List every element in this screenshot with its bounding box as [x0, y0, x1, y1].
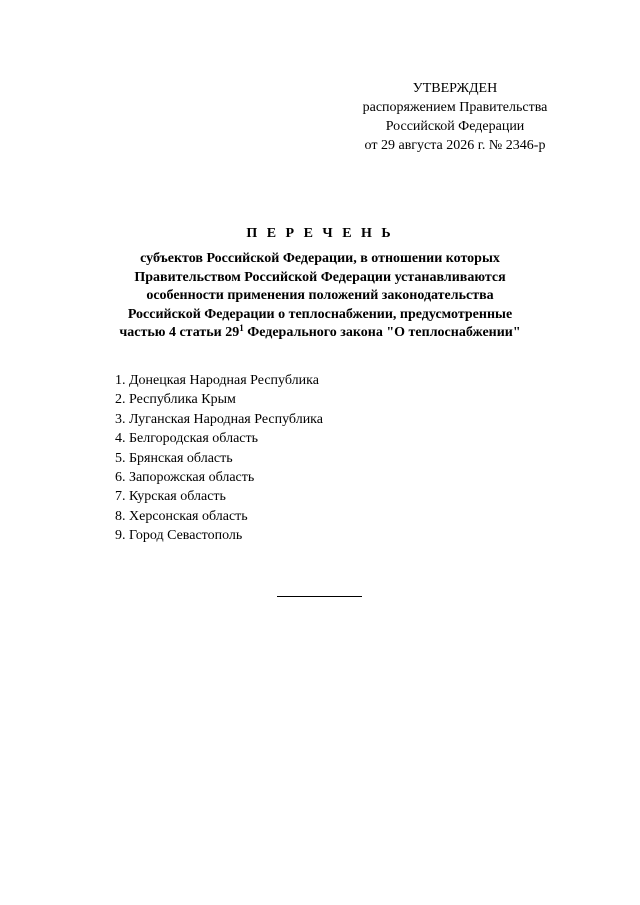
subtitle-line-3: особенности применения положений законодательства: [146, 288, 494, 303]
subtitle-line-2: Правительством Российской Федерации устанавливаются: [134, 269, 506, 285]
subtitle-line-1: субъектов Российской Федерации, в отношении которых: [140, 251, 500, 266]
article-superscript: 1: [239, 323, 244, 333]
list-item: 7. Курская область: [115, 489, 226, 505]
approval-line-2: Российской Федерации: [385, 119, 525, 134]
closing-divider: [277, 596, 362, 597]
subtitle-line-4: Российской Федерации о теплоснабжении, предусмотренные: [127, 306, 513, 322]
approval-line-1: распоряжением Правительства: [362, 100, 548, 115]
list-item: 1. Донецкая Народная Республика: [115, 373, 319, 388]
subtitle-line-5-end: Федерального закона "О теплоснабжении": [243, 325, 521, 340]
list-item: 5. Брянская область: [115, 450, 233, 466]
list-item: 6. Запорожская область: [115, 470, 255, 486]
document-subtitle: [60, 250, 580, 343]
approval-block: [340, 79, 570, 155]
list-item: 8. Херсонская область: [115, 508, 248, 524]
list-item: 2. Республика Крым: [115, 392, 236, 408]
approval-date-number: от 29 августа 2026 г. № 2346-р: [364, 138, 546, 153]
subtitle-line-5: [60, 324, 580, 343]
document-title: П Е Р Е Ч Е Н Ь: [246, 226, 394, 241]
regions-list: [115, 371, 323, 546]
list-item: 3. Луганская Народная Республика: [115, 411, 323, 427]
list-item: 9. Город Севастополь: [115, 528, 243, 544]
list-item: 4. Белгородская область: [115, 431, 259, 447]
subtitle-line-5-start: частью 4 статьи 29: [119, 325, 240, 340]
approved-label: УТВЕРЖДЕН: [412, 81, 498, 96]
